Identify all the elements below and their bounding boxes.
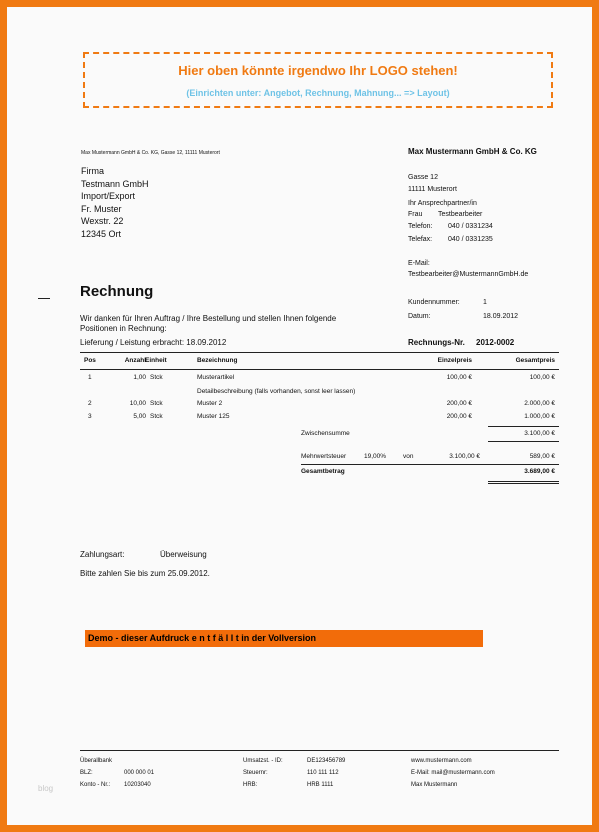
row-price: 100,00 € bbox=[446, 374, 472, 381]
recipient-line: Firma bbox=[81, 166, 104, 176]
logo-placeholder-title: Hier oben könnte irgendwo Ihr LOGO stehen! bbox=[178, 63, 458, 78]
total-row bbox=[7, 468, 599, 478]
table-row bbox=[7, 374, 599, 384]
header-desc: Bezeichnung bbox=[197, 357, 238, 364]
invoice-number: 2012-0002 bbox=[476, 338, 515, 347]
email-value: Testbearbeiter@MustermannGmbH.de bbox=[408, 271, 529, 278]
recipient-address bbox=[81, 165, 149, 240]
row-unit: Stck bbox=[150, 413, 163, 420]
company-city: 11111 Musterort bbox=[408, 186, 457, 193]
row-total: 1.000,00 € bbox=[524, 413, 555, 420]
table-header-rule bbox=[80, 369, 559, 370]
row-desc: Muster 2 bbox=[197, 400, 223, 407]
intro-text: Wir danken für Ihren Auftrag / Ihre Bestellung und stellen Ihnen folgende bbox=[80, 314, 337, 323]
footer-blz: 000 000 01 bbox=[124, 770, 155, 776]
recipient-line: Wexstr. 22 bbox=[81, 216, 124, 226]
contact-name: Testbearbeiter bbox=[438, 211, 483, 218]
footer-ust: DE123456789 bbox=[307, 758, 346, 764]
footer-email: E-Mail: mail@mustermann.com bbox=[411, 770, 495, 776]
footer-ust-label: Umsatzst. - ID: bbox=[243, 758, 283, 764]
recipient-line: 12345 Ort bbox=[81, 228, 122, 239]
invoice-number-label: Rechnungs-Nr. bbox=[408, 338, 465, 347]
table-row bbox=[7, 388, 599, 398]
row-pos: 3 bbox=[88, 413, 92, 420]
table-top-rule bbox=[80, 352, 559, 353]
footer-owner: Max Mustermann bbox=[411, 782, 458, 788]
watermark: blog bbox=[38, 784, 54, 793]
recipient-line: Testmann GmbH bbox=[81, 178, 149, 189]
vat-rate: 19,00% bbox=[364, 453, 387, 460]
payment-method: Überweisung bbox=[160, 550, 207, 559]
delivery-date: Lieferung / Leistung erbracht: 18.09.2012 bbox=[80, 338, 227, 347]
row-pos: 1 bbox=[88, 374, 92, 381]
row-unit: Stck bbox=[150, 374, 163, 381]
payment-due: Bitte zahlen Sie bis zum 25.09.2012. bbox=[80, 569, 210, 578]
row-desc: Musterartikel bbox=[197, 374, 235, 381]
subtotal-value: 3.100,00 € bbox=[524, 430, 555, 437]
total-rule bbox=[301, 464, 559, 465]
customer-number: 1 bbox=[483, 299, 487, 306]
date-label: Datum: bbox=[408, 313, 431, 320]
header-price: Einzelpreis bbox=[437, 357, 472, 364]
header-pos: Pos bbox=[84, 357, 96, 364]
company-name: Max Mustermann GmbH & Co. KG bbox=[408, 147, 537, 156]
subtotal-row bbox=[7, 430, 599, 440]
header-qty: Anzahl bbox=[124, 357, 146, 364]
footer-konto-label: Konto - Nr.: bbox=[80, 782, 111, 788]
phone-value: 040 / 0331234 bbox=[448, 223, 493, 230]
recipient-line: Fr. Muster bbox=[81, 203, 122, 214]
footer-rule bbox=[80, 750, 559, 751]
row-total: 2.000,00 € bbox=[524, 400, 555, 407]
logo-placeholder bbox=[83, 52, 553, 108]
footer-blz-label: BLZ: bbox=[80, 770, 93, 776]
subtotal-rule bbox=[488, 426, 559, 427]
footer-bank: Überallbank bbox=[80, 758, 113, 764]
vat-of: von bbox=[403, 453, 414, 460]
row-qty: 10,00 bbox=[129, 400, 146, 407]
sender-return-line: Max Mustermann GmbH & Co. KG, Gasse 12, 11111 Musterort bbox=[81, 150, 220, 156]
intro-text-2: Positionen in Rechnung: bbox=[80, 324, 167, 333]
invoice-date: 18.09.2012 bbox=[483, 313, 519, 320]
total-value: 3.689,00 € bbox=[524, 468, 555, 475]
payment-method-label: Zahlungsart: bbox=[80, 550, 125, 559]
row-pos: 2 bbox=[88, 400, 92, 407]
email-label: E-Mail: bbox=[408, 260, 430, 267]
table-row bbox=[7, 413, 599, 423]
contact-label: Ihr Ansprechpartner/in bbox=[408, 200, 477, 207]
row-unit: Stck bbox=[150, 400, 163, 407]
row-total: 100,00 € bbox=[529, 374, 555, 381]
vat-base: 3.100,00 € bbox=[449, 453, 480, 460]
footer-steuer-label: Steuernr: bbox=[243, 770, 268, 776]
row-desc: Muster 125 bbox=[197, 413, 230, 420]
vat-row bbox=[7, 453, 599, 463]
header-total: Gesamtpreis bbox=[515, 357, 555, 364]
total-label: Gesamtbetrag bbox=[301, 468, 345, 475]
vat-amount: 589,00 € bbox=[529, 453, 555, 460]
header-unit: Einheit bbox=[145, 357, 167, 364]
table-header bbox=[7, 357, 599, 367]
footer-hrb-label: HRB: bbox=[243, 782, 258, 788]
subtotal-label: Zwischensumme bbox=[301, 430, 350, 437]
total-double-rule-2 bbox=[488, 483, 559, 484]
demo-banner: Demo - dieser Aufdruck e n t f ä l l t in der Vollversion bbox=[85, 630, 483, 647]
total-double-rule-1 bbox=[488, 481, 559, 482]
phone-label: Telefon: bbox=[408, 223, 433, 230]
row-price: 200,00 € bbox=[446, 400, 472, 407]
footer-konto: 10203040 bbox=[124, 782, 151, 788]
recipient-line: Import/Export bbox=[81, 191, 136, 201]
fax-value: 040 / 0331235 bbox=[448, 236, 493, 243]
vat-label: Mehrwertsteuer bbox=[301, 453, 347, 460]
subtotal-under-rule bbox=[488, 441, 559, 442]
footer-hrb: HRB 1111 bbox=[307, 782, 334, 788]
row-desc: Detailbeschreibung (falls vorhanden, sonst leer lassen) bbox=[197, 388, 356, 395]
company-street: Gasse 12 bbox=[408, 174, 438, 181]
row-price: 200,00 € bbox=[446, 413, 472, 420]
contact-salutation: Frau bbox=[408, 211, 423, 218]
fax-label: Telefax: bbox=[408, 236, 433, 243]
table-row bbox=[7, 400, 599, 410]
logo-placeholder-hint: (Einrichten unter: Angebot, Rechnung, Mahnung... => Layout) bbox=[186, 88, 450, 98]
fold-mark bbox=[38, 298, 50, 299]
row-qty: 5,00 bbox=[133, 413, 146, 420]
row-qty: 1,00 bbox=[133, 374, 146, 381]
document-title: Rechnung bbox=[80, 283, 154, 300]
customer-number-label: Kundennummer: bbox=[408, 299, 460, 306]
footer-web: www.mustermann.com bbox=[411, 758, 472, 764]
footer-steuer: 110 111 112 bbox=[307, 770, 339, 776]
